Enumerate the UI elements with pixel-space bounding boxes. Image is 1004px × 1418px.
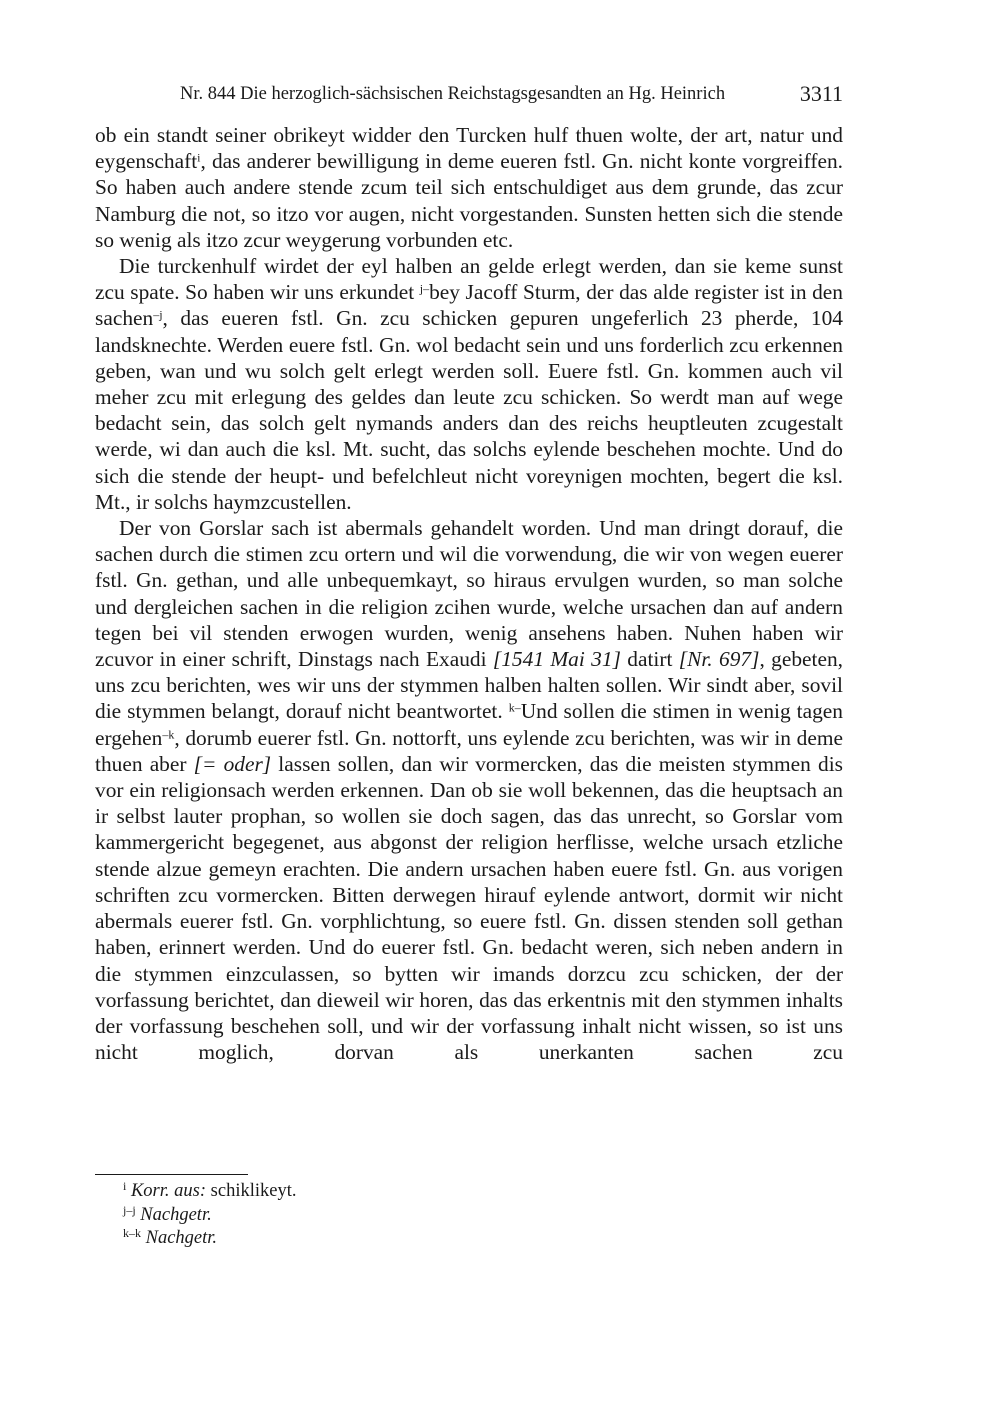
paragraph-2 bbox=[95, 253, 843, 515]
footnote-k bbox=[95, 1227, 843, 1251]
text-run: , gebeten, uns zcu berichten, wes wir uns der stymmen halben halten sollen. Wir sindt aber, sovil die stymmen belangt, dorauf nicht beantwortet. bbox=[95, 647, 843, 724]
footnotes bbox=[95, 1180, 843, 1251]
footnote-label: Nachgetr. bbox=[140, 1204, 212, 1225]
text-run: , dorumb euerer fstl. Gn. nottorft, uns eylende zcu berichten, was wir in deme thuen aber bbox=[95, 725, 843, 776]
main-text bbox=[95, 122, 843, 1065]
document-title: Nr. 844 Die herzoglich-sächsischen Reichstagsgesandten an Hg. Heinrich bbox=[180, 84, 726, 104]
footnote-text: schiklikeyt. bbox=[206, 1181, 297, 1201]
editorial-reference: [Nr. 697] bbox=[678, 647, 760, 672]
footnote-marker: –j bbox=[153, 307, 163, 322]
footnote-mark: k–k bbox=[123, 1226, 141, 1240]
footnote-marker: –k bbox=[162, 727, 175, 742]
footnote-label: Nachgetr. bbox=[145, 1228, 218, 1248]
text-run: bey Jacoff Sturm, der das alde register ist in den sachen bbox=[95, 280, 843, 331]
text-run: , das anderer bewilligung in deme eueren fstl. Gn. nicht konte vorgreiffen. So haben auch andere stende zcum teil sich entschuldiget aus dem grunde, das zcur Namburg die not, so itzo vor augen, nicht vorgestanden. Sunsten hetten sich die stende so wenig als itzo zcur weygerung vorbunden etc. bbox=[95, 149, 843, 252]
footnote-i bbox=[95, 1180, 843, 1204]
footnote-marker: k– bbox=[508, 700, 521, 715]
footnote-marker: j– bbox=[419, 281, 430, 296]
footnote-j bbox=[95, 1204, 843, 1228]
page-number: 3311 bbox=[799, 81, 843, 106]
paragraph-1 bbox=[95, 122, 843, 253]
footnote-label: Korr. aus: bbox=[130, 1181, 207, 1201]
text-run: ob ein standt seiner obrikeyt widder den Turcken hulf thuen wolte, der art, natur und eygenschaft bbox=[95, 123, 843, 174]
editorial-date: [1541 Mai 31] bbox=[492, 647, 621, 672]
footnote-mark: i bbox=[123, 1179, 127, 1193]
text-run: , das eueren fstl. Gn. zcu schicken gepuren ungeferlich 23 pherde, 104 landsknechte. Werden euere fstl. Gn. wol bedacht sein und uns forderlich zcu erkennen geben, wan und wu solch gelt erlegt werden soll. Euere fstl. Gn. kommen auch vil meher zcu mit erlegung des geldes dan leute zcu schicken. So werdt man auf wege bedacht sein, das solch gelt nymands anders dan des reichs heuptleuten zcugestalt werde, wi dan auch die ksl. Mt. sucht, das solchs eylende beschehen mochte. Und do sich die stende der heupt- und befelchleut nicht voreynigen mochten, begert die ksl. Mt., ir solchs haymzcustellen. bbox=[95, 306, 843, 514]
text-run: Der von Gorslar sach ist abermals gehandelt worden. Und man dringt dorauf, die sachen durch die stimen zcu ortern und wil die vorwendung, die wir von wegen euerer fstl. Gn. gethan, und alle unbequemkayt, so hiraus ervulgen wurden, so man solche und dergleichen sachen in die religion zcihen wurde, welche ursachen dan auf andern tegen bei vil stenden erwogen wurden, wenig ansehens haben. Nuhen haben wir zcuvor in einer schrift, Dinstags nach Exaudi bbox=[95, 516, 843, 672]
footnote-marker: i bbox=[197, 150, 201, 165]
footnote-mark: j–j bbox=[123, 1202, 136, 1217]
editorial-note: [= oder] bbox=[193, 751, 272, 776]
text-run: Die turckenhulf wirdet der eyl halben an gelde erlegt werden, dan sie keme sunst zcu spate. So haben wir uns erkundet bbox=[95, 254, 843, 305]
footnote-divider bbox=[95, 1174, 248, 1175]
paragraph-3 bbox=[95, 515, 843, 1065]
text-run: Und sollen die stimen in wenig tagen ergehen bbox=[95, 699, 843, 750]
text-run: datirt bbox=[620, 647, 679, 672]
running-head bbox=[180, 80, 843, 108]
text-run: lassen sollen, dan wir vormercken, das die meisten stymmen dis vor ein religionsach werden erkennen. Dan ob sie woll bekennen, das die heuptsach an ir selbst lauter prophan, so wollen sie doch sagen, das das unrecht, so Gorslar vom kammergericht begegenet, aus abgonst der religion herflisse, welche ursach etzliche stende alzue gemeyn erachten. Die andern ursachen haben euere fstl. Gn. aus vorigen schriften zcu vormercken. Bitten derwegen hirauf eylende antwort, dormit wir nicht abermals euerer fstl. Gn. vorphlichtung, so euere fstl. Gn. dissen stenden soll gethan haben, erinnert werden. Und do euerer fstl. Gn. bedacht weren, sich neben andern in die stymmen einzculassen, so bytten wir imands dorzcu zcu schicken, der der vorfassung berichtet, dan dieweil wir horen, das das erkentnis mit den stymmen inhalts der vorfassung beschehen soll, und wir der vorfassung inhalt nicht wissen, so ist uns nicht moglich, dorvan als unerkanten sachen zcu bbox=[95, 751, 843, 1065]
